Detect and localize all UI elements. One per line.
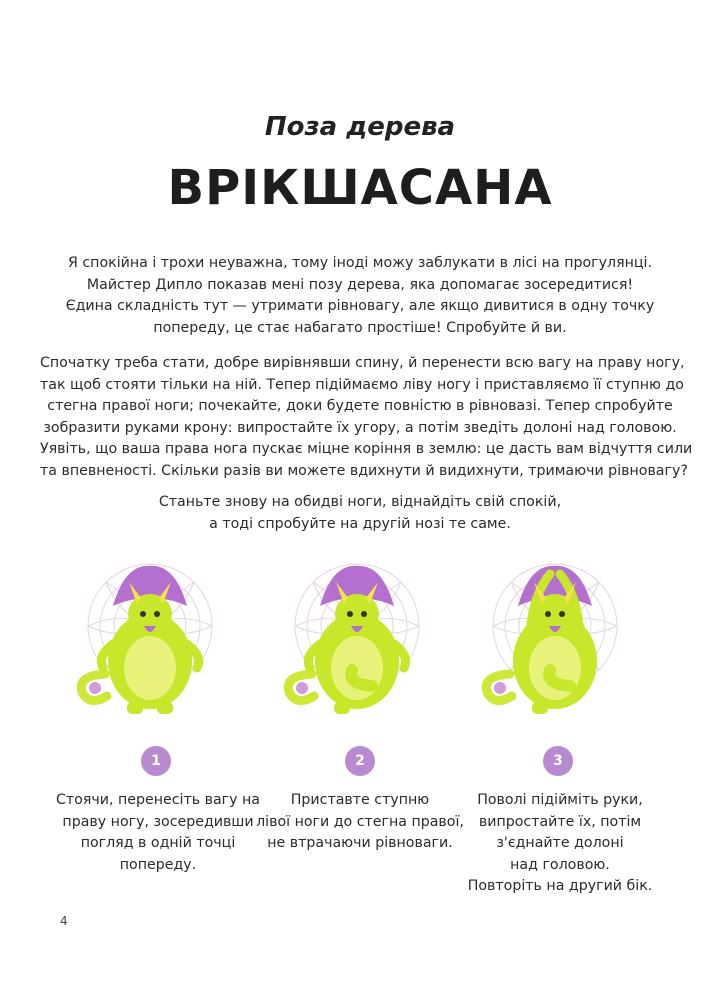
caption-line: з'єднайте долоні (496, 835, 624, 851)
intro-line: Майстер Дипло показав мені позу дерева, яка допомагає зосередитися! (86, 276, 634, 293)
triceratops-character (65, 556, 235, 726)
instructions-line: Уявіть, що ваша права нога пускає міцне коріння в землю: це дасть вам відчуття сили (40, 441, 693, 457)
closing-line: а тоді спробуйте на другій нозі те саме. (209, 515, 511, 532)
caption-line: Стоячи, перенесіть вагу на (55, 792, 260, 808)
caption-line: попереду. (119, 856, 197, 873)
standing-pose-icon (65, 556, 235, 726)
tree-pose-arms-up-icon (470, 556, 640, 726)
caption-line: Повторіть на другий бік. (467, 878, 653, 894)
instructions-line: та впевненості. Скільки разів ви можете вдихнути й видихнути, тримаючи рівновагу? (40, 462, 688, 479)
instructions-line: так щоб стояти тільки на ній. Тепер підіймаємо ліву ногу і приставляємо її ступню до (40, 376, 684, 393)
caption-line: праву ногу, зосередивши (62, 813, 254, 830)
tree-pose-leg-raised-icon (272, 556, 442, 726)
page-number: 4 (60, 914, 68, 928)
intro-line: попереду, це стає набагато простіше! Спробуйте й ви. (153, 319, 567, 336)
intro-line: Я спокійна і трохи неуважна, тому іноді можу заблукати в лісі на прогулянці. (68, 255, 652, 271)
caption-line: Поволі підійміть руки, (477, 792, 643, 808)
step-caption (450, 790, 670, 898)
step-caption (250, 790, 470, 855)
triceratops-character (272, 556, 442, 726)
caption-line: лівої ноги до стегна правої, (256, 813, 464, 830)
closing-line: Станьте знову на обидві ноги, віднайдіть свій спокій, (158, 494, 562, 510)
triceratops-character (470, 556, 640, 726)
step-number-badge: 1 (141, 746, 171, 776)
step-number-badge: 2 (345, 746, 375, 776)
pose-title: ВРІКШАСАНА (167, 160, 553, 216)
intro-line: Єдина складність тут — утримати рівновагу, але якщо дивитися в одну точку (65, 298, 655, 314)
intro-paragraph (40, 253, 680, 339)
instructions-paragraph (40, 353, 693, 482)
instructions-line: Спочатку треба стати, добре вирівнявши спину, й перенести всю вагу на праву ногу, (40, 355, 685, 371)
step-number-badge: 3 (543, 746, 573, 776)
caption-line: Приставте ступню (290, 792, 430, 808)
pose-subtitle: Поза дерева (264, 112, 456, 142)
closing-paragraph (40, 492, 680, 535)
instructions-line: зобразити руками крону: випростайте їх угору, а потім зведіть долоні над головою. (43, 419, 677, 436)
caption-line: погляд в одній точці (80, 835, 236, 851)
instructions-line: стегна правої ноги; почекайте, доки будете повністю в рівновазі. Тепер спробуйте (47, 398, 673, 414)
caption-line: не втрачаючи рівноваги. (267, 835, 453, 851)
caption-line: випростайте їх, потім (478, 813, 642, 830)
step-caption (48, 790, 268, 876)
caption-line: над головою. (510, 856, 610, 873)
